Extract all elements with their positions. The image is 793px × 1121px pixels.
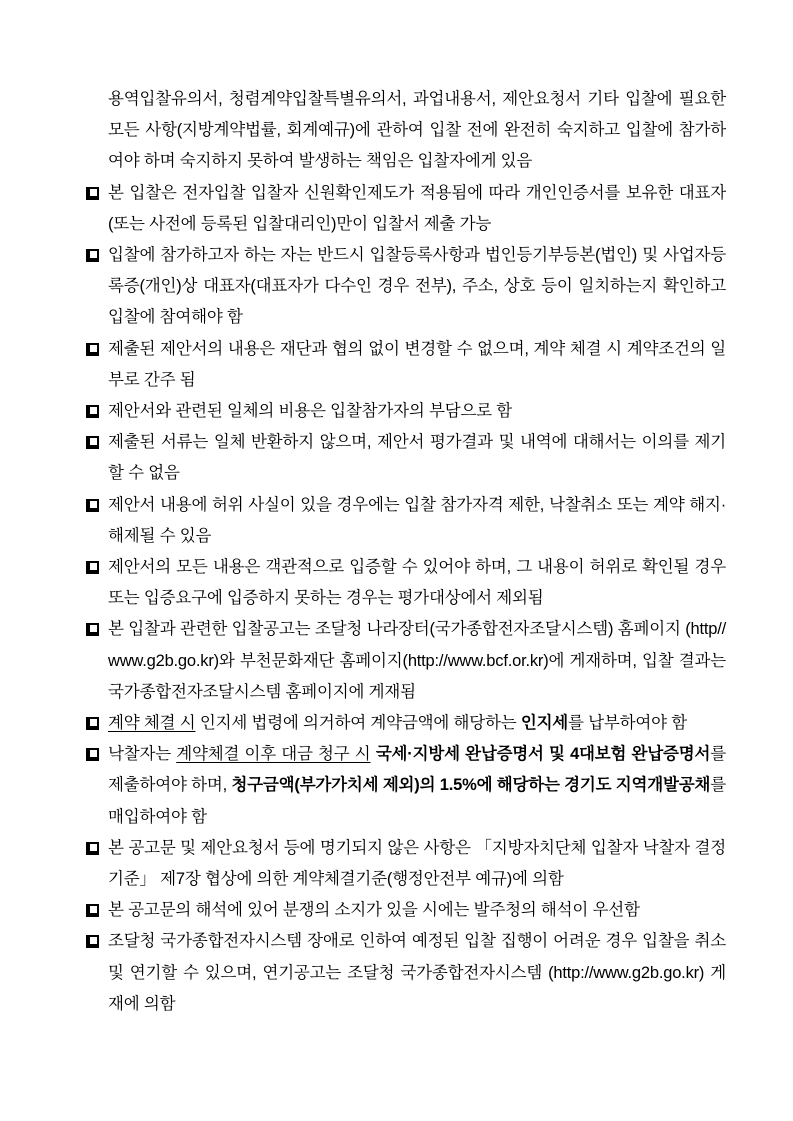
list-item bbox=[86, 739, 726, 833]
paragraph-text: 본 입찰과 관련한 입찰공고는 조달청 나라장터(국가종합전자조달시스템) 홈페이지 (http//www.g2b.go.kr)와 부천문화재단 홈페이지(http://www.bcf.or.kr)에 게재하며, 입찰 결과는 국가종합전자조달시스템 홈페이지에 게재됨 bbox=[108, 620, 726, 701]
paragraph-text: 본 입찰은 전자입찰 입찰자 신원확인제도가 적용됨에 따라 개인인증서를 보유한 대표자(또는 사전에 등록된 입찰대리인)만이 입찰서 제출 가능 bbox=[108, 183, 726, 233]
bold-text: 국세·지방세 완납증명서 및 4대보험 완납증명서 bbox=[375, 745, 711, 764]
paragraph-text: 제안서의 모든 내용은 객관적으로 입증할 수 있어야 하며, 그 내용이 허위로 확인될 경우 또는 입증요구에 입증하지 못하는 경우는 평가대상에서 제외됨 bbox=[108, 558, 726, 608]
list-item bbox=[86, 427, 726, 489]
list-item-continuation bbox=[86, 84, 726, 178]
square-bullet-icon bbox=[86, 935, 99, 948]
paragraph-text: 본 공고문 및 제안요청서 등에 명기되지 않은 사항은 「지방자치단체 입찰자 낙찰자 결정기준」 제7장 협상에 의한 계약체결기준(행정안전부 예규)에 의함 bbox=[108, 838, 726, 889]
square-bullet-icon bbox=[86, 561, 99, 574]
paragraph-text: 를 매입하여야 함 bbox=[108, 776, 726, 826]
square-bullet-icon bbox=[86, 249, 99, 262]
paragraph-text: 제안서와 관련된 일체의 비용은 입찰참가자의 부담으로 함 bbox=[108, 402, 513, 421]
square-bullet-icon bbox=[86, 717, 99, 730]
list-item bbox=[86, 895, 726, 926]
paragraph-text: 인지세 법령에 의거하여 계약금액에 해당하는 bbox=[195, 714, 521, 733]
paragraph-text: 를 제출하여야 하며, bbox=[108, 745, 727, 795]
list-item bbox=[86, 396, 726, 427]
list-item bbox=[86, 708, 726, 739]
paragraph-text: 제출된 제안서의 내용은 재단과 협의 없이 변경할 수 없으며, 계약 체결 시 계약조건의 일부로 간주 됨 bbox=[108, 339, 726, 389]
notice-text-body bbox=[86, 84, 726, 1020]
bold-text: 청구금액(부가가치세 제외)의 1.5%에 해당하는 경기도 지역개발공채 bbox=[231, 776, 711, 795]
paragraph-text: 용역입찰유의서, 청렴계약입찰특별유의서, 과업내용서, 제안요청서 기타 입찰에 필요한 모든 사항(지방계약법률, 회계예규)에 관하여 입찰 전에 완전히 숙지하고 입찰에 참가하여야 하며 숙지하지 못하여 발생하는 책임은 입찰자에게 있음 bbox=[108, 90, 726, 171]
list-item bbox=[86, 552, 726, 614]
list-item bbox=[86, 833, 726, 895]
list-item bbox=[86, 334, 726, 396]
square-bullet-icon bbox=[86, 904, 99, 917]
paragraph-text: 를 납부하여야 함 bbox=[568, 714, 687, 733]
paragraph-text: 본 공고문의 해석에 있어 분쟁의 소지가 있을 시에는 발주청의 해석이 우선함 bbox=[108, 901, 640, 920]
paragraph-text: 입찰에 참가하고자 하는 자는 반드시 입찰등록사항과 법인등기부등본(법인) 및 사업자등록증(개인)상 대표자(대표자가 다수인 경우 전부), 주소, 상호 등이 일치하는지 확인하고 입찰에 참여해야 함 bbox=[108, 246, 726, 327]
list-item bbox=[86, 614, 726, 708]
list-item bbox=[86, 240, 726, 334]
square-bullet-icon bbox=[86, 187, 99, 200]
list-item bbox=[86, 178, 726, 240]
paragraph-text: 제출된 서류는 일체 반환하지 않으며, 제안서 평가결과 및 내역에 대해서는 이의를 제기할 수 없음 bbox=[108, 433, 726, 483]
bold-text: 인지세 bbox=[520, 714, 569, 733]
square-bullet-icon bbox=[86, 343, 99, 356]
paragraph-text: 조달청 국가종합전자시스템 장애로 인하여 예정된 입찰 집행이 어려운 경우 입찰을 취소 및 연기할 수 있으며, 연기공고는 조달청 국가종합전자시스템 (http://www.g2b.go.kr) 게재에 의함 bbox=[108, 932, 726, 1013]
square-bullet-icon bbox=[86, 499, 99, 512]
underlined-text: 계약체결 이후 대금 청구 시 bbox=[176, 745, 371, 764]
square-bullet-icon bbox=[86, 405, 99, 418]
square-bullet-icon bbox=[86, 436, 99, 449]
underlined-text: 계약 체결 시 bbox=[108, 714, 196, 733]
square-bullet-icon bbox=[86, 623, 99, 636]
square-bullet-icon bbox=[86, 842, 99, 855]
paragraph-text: 낙찰자는 bbox=[108, 745, 177, 764]
square-bullet-icon bbox=[86, 748, 99, 761]
list-item bbox=[86, 490, 726, 552]
list-item bbox=[86, 926, 726, 1020]
paragraph-text: 제안서 내용에 허위 사실이 있을 경우에는 입찰 참가자격 제한, 낙찰취소 또는 계약 해지·해제될 수 있음 bbox=[108, 495, 726, 545]
